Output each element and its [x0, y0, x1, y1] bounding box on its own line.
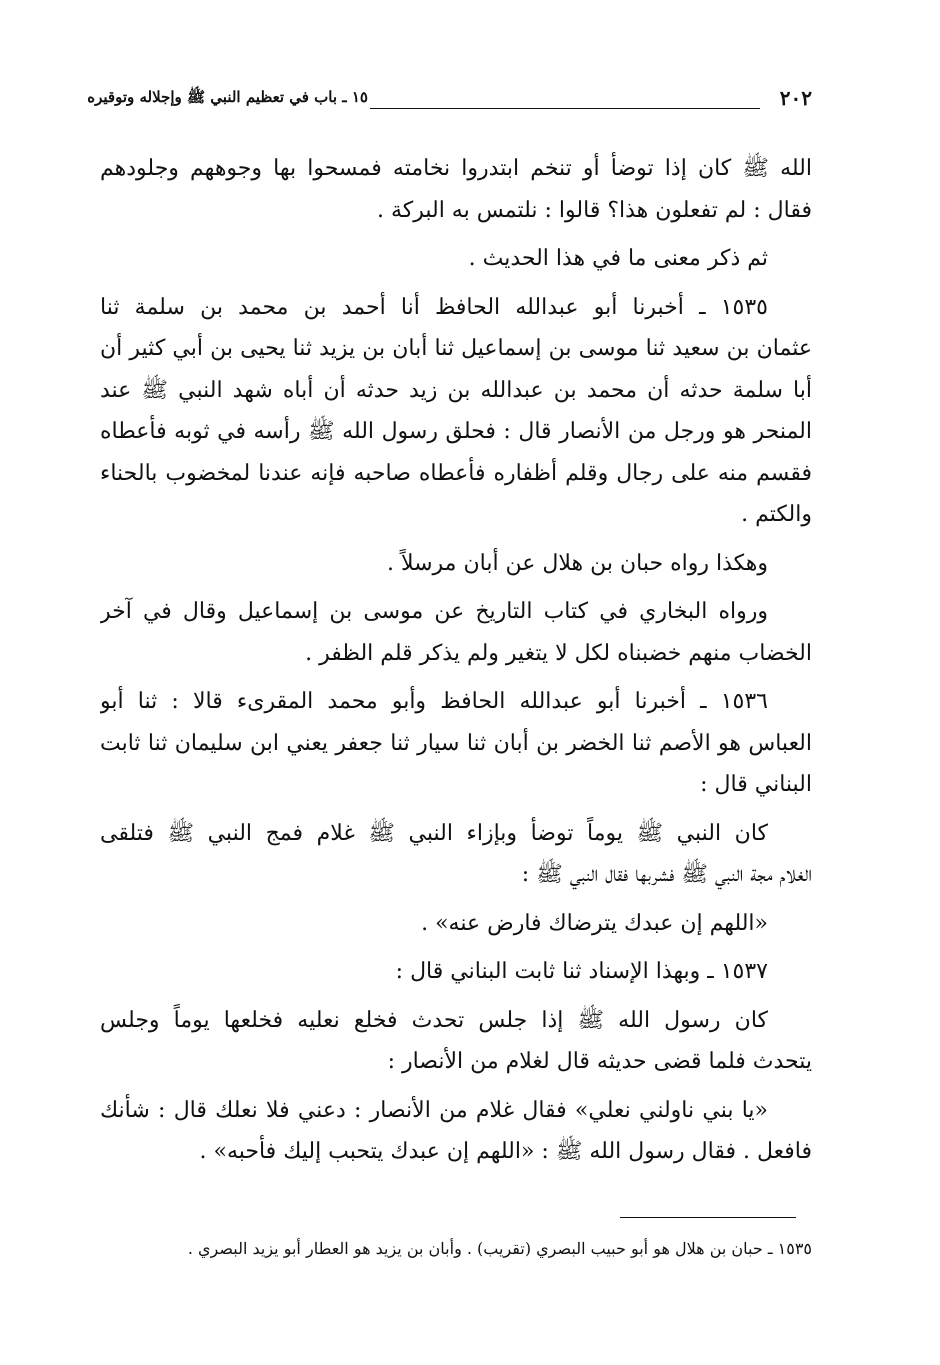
text-line: الله ﷺ كان إذا توضأ أو تنخم ابتدروا نخامته فمسحوا بها وجوههم وجلودهم: [100, 156, 812, 181]
paragraph: [100, 813, 812, 896]
text-line: فافعل . فقال رسول الله ﷺ : «اللهم إن عبدك يتحبب إليك فأحبه» .: [199, 1139, 812, 1164]
running-header: [87, 82, 812, 122]
text-line: «اللهم إن عبدك يترضاك فارض عنه» .: [421, 910, 768, 936]
hadith-1536: [100, 681, 812, 806]
chapter-title: ١٥ ـ باب في تعظيم النبي ﷺ وإجلاله وتوقيره: [87, 88, 368, 106]
text-line: البناني قال :: [700, 772, 812, 797]
text-line: ورواه البخاري في كتاب التاريخ عن موسى بن إسماعيل وقال في آخر: [100, 599, 768, 624]
text-line: العباس هو الأصم ثنا الخضر بن أبان ثنا سيار ثنا جعفر يعني ابن سليمان ثنا ثابت: [100, 730, 812, 756]
text-line: ١٥٣٦ ـ أخبرنا أبو عبدالله الحافظ وأبو محمد المقرىء قالا : ثنا أبو: [100, 689, 768, 714]
paragraph: [100, 591, 812, 674]
text-line: الغلام مجة النبي ﷺ فشربها فقال النبي ﷺ :: [521, 862, 812, 887]
text-line: «يا بني ناولني نعلي» فقال غلام من الأنصار : دعني فلا نعلك قال : شأنك: [100, 1097, 768, 1123]
page-number: ٢٠٢: [779, 86, 812, 110]
text-line: ١٥٣٧ ـ وبهذا الإسناد ثنا ثابت البناني قال :: [395, 959, 768, 984]
text-line: يتحدث فلما قضى حديثه قال لغلام من الأنصار :: [387, 1049, 812, 1074]
hadith-1535: [100, 287, 812, 536]
text-line: كان رسول الله ﷺ إذا جلس تحدث فخلع نعليه فخلعها يوماً وجلس: [100, 1007, 768, 1033]
footnote: ١٥٣٥ ـ حبان بن هلال هو أبو حبيب البصري (تقريب) . وأبان بن يزيد هو العطار أبو يزيد البصري .: [187, 1239, 812, 1258]
text-line: المنحر هو ورجل من الأنصار قال : فحلق رسول الله ﷺ رأسه في ثوبه فأعطاه: [100, 419, 812, 444]
text-line: ثم ذكر معنى ما في هذا الحديث .: [468, 246, 768, 271]
text-line: عثمان بن سعيد ثنا موسى بن إسماعيل ثنا أبان بن يزيد ثنا يحيى بن أبي كثير أن: [100, 336, 812, 361]
paragraph: [100, 543, 812, 585]
text-line: وهكذا رواه حبان بن هلال عن أبان مرسلاً .: [387, 550, 768, 576]
text-line: ١٥٣٥ ـ أخبرنا أبو عبدالله الحافظ أنا أحمد بن محمد بن سلمة ثنا: [100, 294, 768, 320]
text-line: أبا سلمة حدثه أن محمد بن عبدالله بن زيد حدثه أن أباه شهد النبي ﷺ عند: [100, 377, 812, 403]
text-line: الخضاب منهم خضبناه لكل لا يتغير ولم يذكر قلم الظفر .: [305, 640, 812, 666]
paragraph: [100, 1090, 812, 1173]
text-line: والكتم .: [741, 502, 812, 527]
hadith-1537: [100, 951, 812, 993]
main-text: [100, 148, 812, 1180]
paragraph: [100, 1000, 812, 1083]
header-rule: [370, 108, 760, 109]
paragraph: [100, 148, 812, 231]
text-line: فقسم منه على رجال وقلم أظفاره فأعطاه صاحبه فإنه عندنا لمخضوب بالحناء: [100, 460, 812, 486]
quote: [100, 903, 812, 945]
text-line: كان النبي ﷺ يوماً توضأ وبإزاء النبي ﷺ غلام فمج النبي ﷺ فتلقى: [100, 820, 768, 846]
footnote-separator: [620, 1217, 796, 1218]
text-line: فقال : لم تفعلون هذا؟ قالوا : نلتمس به البركة .: [376, 197, 812, 223]
paragraph: [100, 238, 812, 280]
